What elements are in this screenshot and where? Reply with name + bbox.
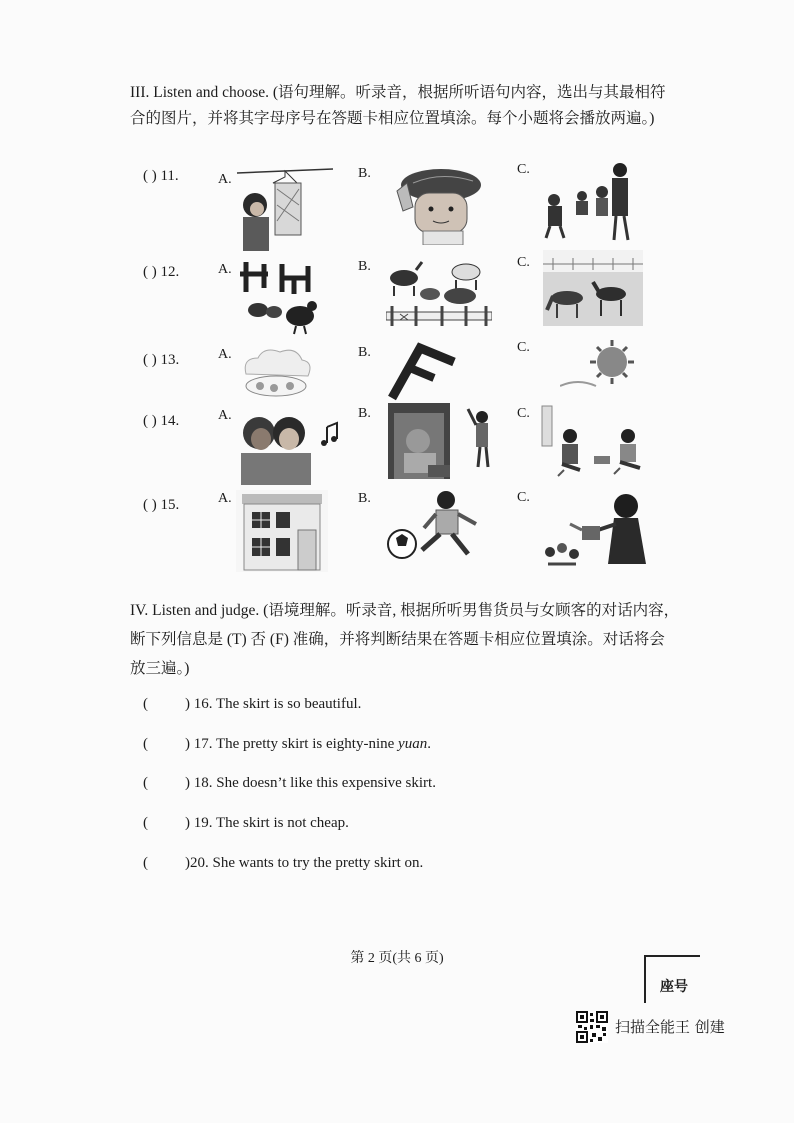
section4-title-line3: 放三遍。) (130, 660, 190, 677)
question-12-label[interactable]: ( ) 12. (143, 264, 180, 280)
judge-item-17-open: ( (143, 736, 148, 752)
judge-item-17-number: ) 17. (185, 736, 213, 752)
q13-option-b-letter: B. (358, 345, 371, 360)
scanner-watermark: 扫描全能王 创建 (615, 1018, 725, 1036)
q13-option-a-letter: A. (218, 347, 232, 362)
judge-item-16[interactable] (143, 696, 361, 713)
seat-number-label: 座号 (660, 979, 688, 995)
judge-item-20-number: )20. (185, 855, 209, 871)
judge-item-19[interactable] (143, 815, 349, 832)
section3-title (130, 80, 710, 132)
judge-item-18-text: She doesn’t like this expensive skirt. (216, 775, 436, 791)
judge-item-17-text: The pretty skirt is eighty-nine (215, 736, 395, 752)
section4-title-line1: IV. Listen and judge. (语境理解。听录音, 根据所听男售货员与女顾客的对话内容， (130, 602, 680, 619)
judge-item-19-number: ) 19. (185, 815, 213, 831)
judge-item-18-number: ) 18. (185, 775, 213, 791)
q11-option-b-letter: B. (358, 166, 371, 181)
q12-option-c-letter: C. (517, 255, 530, 270)
q12-option-a-letter: A. (218, 262, 232, 277)
judge-item-16-text: The skirt is so beautiful. (215, 696, 362, 712)
section4-title-line2: 断下列信息是 (T) 否 (F) 准确，并将判断结果在答题卡相应位置填涂。对话将会 (130, 631, 665, 648)
judge-item-19-text: The skirt is not cheap. (215, 815, 349, 831)
question-13-label[interactable]: ( ) 13. (143, 352, 180, 368)
judge-item-17-end: . (427, 736, 431, 752)
q14-option-b-letter: B. (358, 406, 371, 421)
q13-picture-c-sunny[interactable] (560, 338, 640, 394)
q11-picture-a-girl-with-clothes[interactable] (235, 165, 335, 253)
q13-picture-b-letter-f[interactable] (388, 342, 458, 402)
section3-title-line2: 合的图片，并将其字母序号在答题卡相应位置填涂。每个小题将会播放两遍。) (130, 110, 655, 127)
q14-picture-b-boy-waving[interactable] (388, 403, 498, 479)
judge-item-20[interactable] (143, 855, 423, 872)
q14-option-a-letter: A. (218, 408, 232, 423)
judge-item-16-open: ( (143, 696, 148, 712)
q14-picture-c-children-playing[interactable] (540, 404, 650, 482)
q11-option-c-letter: C. (517, 162, 530, 177)
page-number: 第 2 页(共 6 页) (350, 951, 444, 966)
qr-code-icon (576, 1011, 608, 1048)
judge-item-19-open: ( (143, 815, 148, 831)
q15-picture-c-girl-watering-flowers[interactable] (542, 488, 660, 566)
q13-picture-a-cloudy[interactable] (236, 344, 316, 402)
q15-picture-b-boy-playing-football[interactable] (386, 488, 492, 562)
q14-picture-a-children-singing[interactable] (237, 407, 342, 485)
q11-option-a-letter: A. (218, 172, 232, 187)
q12-picture-a-chickens[interactable] (238, 258, 323, 336)
judge-item-16-number: ) 16. (185, 696, 213, 712)
q12-picture-c-horses[interactable] (543, 250, 643, 326)
judge-item-20-open: ( (143, 855, 148, 871)
q13-option-c-letter: C. (517, 340, 530, 355)
judge-item-17[interactable] (143, 736, 431, 753)
q11-picture-c-family[interactable] (542, 160, 642, 245)
section3-title-line1: III. Listen and choose. (语句理解。听录音，根据所听语句内容，选出与其最相符 (130, 84, 666, 101)
q15-option-a-letter: A. (218, 491, 232, 506)
judge-item-18[interactable] (143, 775, 436, 792)
q14-option-c-letter: C. (517, 406, 530, 421)
q12-option-b-letter: B. (358, 259, 371, 274)
judge-item-18-open: ( (143, 775, 148, 791)
q12-picture-b-goats-and-sheep[interactable] (386, 256, 492, 328)
judge-item-17-italic: yuan (398, 736, 428, 752)
q15-option-c-letter: C. (517, 490, 530, 505)
section4-title (130, 596, 710, 683)
q11-picture-b-boy-with-cap[interactable] (393, 165, 488, 245)
q15-option-b-letter: B. (358, 491, 371, 506)
question-15-label[interactable]: ( ) 15. (143, 497, 180, 513)
q15-picture-a-house[interactable] (236, 490, 328, 572)
judge-item-20-text: She wants to try the pretty skirt on. (212, 855, 424, 871)
question-11-label[interactable]: ( ) 11. (143, 168, 179, 184)
question-14-label[interactable]: ( ) 14. (143, 413, 180, 429)
